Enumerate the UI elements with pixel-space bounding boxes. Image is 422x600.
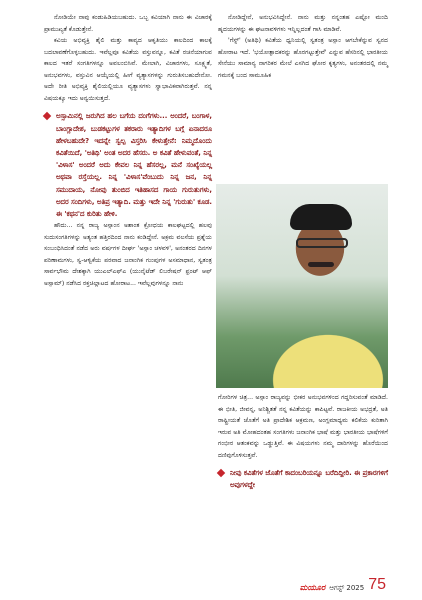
paragraph: ಗೋರಿಗಳ ಚಿತ್ರ... ಅಸ್ಸಾಂ ರಾಜ್ಯವನ್ನು ಭೀಕರ ಅನುಭವಗಳಿಂದ ಗದ್ದರಿಸುವಂತೆ ಮಾಡಿದೆ. ಈ ಭೀತಿ, ಜೀವನ್ನ, ಅನಿಶ್ಚಿತತೆ ನನ್ನ ಕವಿತೆಯನ್ನು ಕಾಪಿಟ್ಟವೆ. ರಾಜಕೀಯ ಅಭದ್ರತೆ, ಅತಿ ರಾಷ್ಟ್ರೀಯತೆ ಜೊತೆಗೆ ಅತಿ ಪ್ರಾದೇಶಿಕ ಆಕ್ರಮಣ, ಅಂಗ್ಲಮಾಧ್ಯಮ ಕಲಿಕೆಯ ಕುರಿತಾಗಿ ಇರುವ ಅತಿ ಮೋಹದಂತಹ ಸಂಗತಿಗಳು ಜನಾಂಗಿಕ ಭಾಷೆ ಮತ್ತು ಭಾರತೀಯ ಭಾಷೆಗಳಿಗೆ ಗಂಭೀರ ಆತಂಕವನ್ನು ಒಡ್ಡುತ್ತಿವೆ. ಈ ವಿಷಯಗಳು ನಮ್ಮ ದಾರಿಗಳನ್ನು ಹೊರೆಯಿಂದ ದಣಿವುಗೊಳಿಸುತ್ತವೆ.	[218, 394, 388, 459]
author-portrait-photo	[216, 184, 388, 388]
interview-question: ನೀವು ಕವಿತೆಗಳ ಜೊತೆಗೆ ಕಾದಂಬರಿಯನ್ನೂ ಬರೆದಿದ್ದೀರಿ. ಈ ಪ್ರಕಾರಗಳಿಗೆ ಅವುಗಳದ್ದೇ	[218, 467, 388, 491]
paragraph: ಹೌದು... ನನ್ನ ರಾಜ್ಯ ಅಸ್ಸಾಂನ ಅಶಾಂತ ಕ್ರೋಧಯ ಕಾಲಘಟ್ಟದಲ್ಲಿ ಹಲವು ಸುದುಸಂಗತಿಗಳನ್ನು ಅತ್ಯಂತ ಹತ್ತಿರದಿಂದ ನಾನು ಕಂಡಿದ್ದೇನೆ. ಅಕ್ರಮ ವಲಸೆಯ ಪ್ರಶ್ನೆಯ ಸಂಬಂಧಿಸಿದಂತೆ ನಡೆದ ಅರು ವರ್ಷಗಳ ದೀರ್ಘ 'ಅಸ್ಸಾಂ ಚಳವಳಿ', ಅನಂತರದ ದಿನಗಳ ಪರಿಣಾಮಗಳು, ಸ್ವ-ಆಳ್ವಿಕೆಯ ಪರವಾದ ಜನಾಂಗಿಕ ಗುಂಪುಗಳ ಅಸಮಾಧಾನ, ಸ್ವತಂತ್ರ ಸಾರ್ವಭೌಮ ದೇಶಕ್ಕಾಗಿ ಯುಎಲ್‌ಎಫ್‌ಎ (ಯುನೈಟೆಡ್ ಲಿಬರೇಷನ್ ಫ್ರಂಟ್ ಆಫ್ ಅಸ್ಸಾಮ್) ನಡೆಸಿದ ರಕ್ತಚಿಲ್ಲಾಟದ ಹೋರಾಟ... ಇವೆಲ್ಲವುಗಳನ್ನೂ ನಾನು	[44, 222, 212, 287]
paragraph: 'ಗೆಸ್ಟ್' (ಅತಿಥಿ) ಕವಿತೆಯ ಧ್ವನಿಯಲ್ಲಿ ಸ್ವತಂತ್ರ ಅಸ್ಸಾಂ ಆಗಬೇಕೆನ್ನುವ ಸ್ವನದ ಹೋರಾಟ ಇದೆ. 'ಭಯೋತ್ಪಾದಕರನ್ನು ಹೊರಗಟ್ಟುತ್ತೇವೆ' ಎನ್ನುವ ಹೆಸರಿನಲ್ಲಿ ಭಾರತೀಯ ಸೇನೆಯು ಸಾಮಾನ್ಯ ನಾಗರಿಕರ ಮೇಲೆ ಎಸಗಿದ ಘೋರ ಕೃತ್ಯಗಳು, ಅನಂತರದಲ್ಲಿ ನಮ್ಮ ಗಮನಕ್ಕೆ ಬಂದ ಸಾಮೂಹಿಕ	[218, 37, 388, 79]
paragraph: ಕವಿಯ ಅಭಿವ್ಯಕ್ತಿ ಶೈಲಿ ಮತ್ತು ಕಾವ್ಯದ ಆಕೃತಿಯು ಕಾಲದಿಂದ ಕಾಲಕ್ಕೆ ಬದಲಾವಣೆಗೊಳ್ಳಬಹುದು. ಇವೆಲ್ಲವೂ ಕವಿತೆಯ ವಸ್ತುವನ್ನೂ, ಕವಿತೆ ರಚನೆಯಾಗುವ ಕಾಲದ ಇತರೆ ಸಂಗತಿಗಳನ್ನೂ ಅವಲಂಬಿಸಿವೆ. ಮೇಲಾಗಿ, ವಿಚಾರಗಳು, ಸೂಕ್ಷ್ಮತೆ, ಅನುಭವಗಳು, ವಸ್ತುವಿನ ಆಯ್ಕೆಯಲ್ಲಿ ಹೀಗೆ ವ್ಯತ್ಯಾಸಗಳನ್ನು ಗುರುತಿಸಬಹುದೇನೋ. ಅದೇ ರೀತಿ ಅಭಿವ್ಯಕ್ತಿ ಶೈಲಿಯಲ್ಲಿಯೂ ವ್ಯತ್ಯಾಸಗಳು ಸ್ವಾಭಾವಿಕವಾಗಿರುತ್ತವೆ. ನನ್ನ ವಿಷಯಕ್ಕೂ ಇದು ಅನ್ವಯಿಸುತ್ತದೆ.	[44, 37, 212, 102]
issue-date: ಆಗಸ್ಟ್ 2025	[329, 584, 365, 592]
photo-mustache	[308, 262, 334, 267]
interview-question: ಅಸ್ಸಾಮಿನಲ್ಲಿ ಜರುಗಿದ ಹಲ ಬಗೆಯ ದಂಗೆಗಳು... ಅಂದರೆ, ಬಂಗಾಳ, ಬಾಂಗ್ಲಾದೇಶ, ಬುಡಕಟ್ಟುಗಳ ತಕರಾರು ಇತ್ಯಾದಿಗಳ ಬಗ್ಗೆ ಏನಾದರೂ ಹೇಳಬಹುದೇ? ಇದನ್ನೇ ಸ್ವಲ್ಪ ವಿಸ್ತರಿಸಿ ಕೇಳುತ್ತೇನೆ: ನಿಮ್ಮದೊಂದು ಕವಿತೆಯಿದೆ, 'ಅತಿಥಿ' ಅಂತ ಅದರ ಹೆಸರು. ಅ ಕವಿತೆ ಹೇಳುವಂತೆ, ನಿನ್ನ 'ವಿಳಾಸ' ಅಂದರೆ ಅದು ಕೇವಲ ನಿನ್ನ ಹೆಸರಲ್ಲ, ಮನೆ ಸಂಖ್ಯೆಯಲ್ಲ ಅಥವಾ ರಸ್ತೆಯಲ್ಲ. ನಿನ್ನ 'ವಿಳಾಸ'ವೆಂಬುದು ನಿನ್ನ ಜನ, ನಿನ್ನ ಸಮುದಾಯ, ನೋವು ತುಂಬಿದ ಇತಿಹಾಸದ ಗಾಯ ಗುರುತುಗಳು, ಅದರ ಸಂದಿಗಳು, ಅತಿಪ್ರ ಇತ್ಯಾದಿ. ಮತ್ತು ಇದೇ ನಿನ್ನ 'ಗುರುತು' ಕೂಡ. ಈ 'ಕಥನ'ದ ಕುರಿತು ಹೇಳಿ.	[44, 110, 212, 220]
magazine-name: ಮಯೂರ	[299, 583, 326, 592]
page-footer	[300, 575, 386, 593]
paragraph: ನೋಡಿಯೇ ನಾವು ಕಂಡುಹಿಡಿಯಬಹುದು. ಒಬ್ಬ ಕವಿಯಾಗಿ ನಾನು ಈ ವಿಚಾರಕ್ಕೆ ಪ್ರಾಮುಖ್ಯತೆ ಕೊಡುತ್ತೇನೆ.	[44, 14, 212, 33]
left-column	[44, 12, 212, 289]
photo-glasses	[296, 238, 348, 248]
right-column-top	[218, 12, 388, 81]
paragraph: ನೋಡಿದ್ದೇನೆ, ಅನುಭವಿಸಿದ್ದೇನೆ. ನಾನು ಮತ್ತು ನನ್ನಂತಹ ಎಷ್ಟೋ ಮಂದಿ ಹೃದಯಗಳನ್ನು ಈ ಘಟನಾವಳಿಗಳು ಇನ್ನಿಲ್ಲದಂತೆ ಗಾಸಿ ಮಾಡಿವೆ.	[218, 14, 388, 33]
right-column-bottom	[218, 392, 388, 492]
page-number: 75	[368, 576, 386, 593]
photo-hair	[290, 204, 352, 230]
